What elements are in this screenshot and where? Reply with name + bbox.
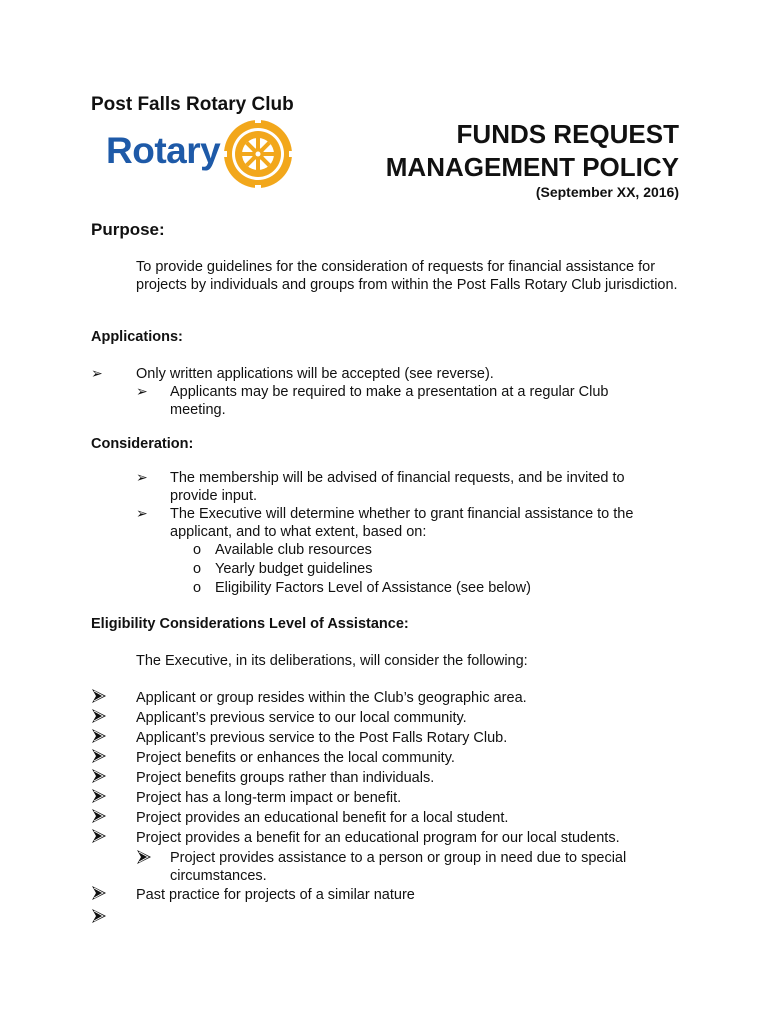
sub-bullet-icon: o xyxy=(193,580,202,596)
bullet-arrow-icon: ➢ xyxy=(136,505,148,521)
bullet-arrow-icon xyxy=(91,788,107,804)
logo-wordmark: Rotary xyxy=(106,130,221,171)
bullet-arrow-icon xyxy=(91,748,107,764)
purpose-text: To provide guidelines for the consideration of requests for financial assistance for projects by individuals and groups from within the Post Falls Rotary Club jurisdiction. xyxy=(136,259,678,293)
eligibility-item: Project provides an educational benefit for a local student. xyxy=(136,810,509,826)
eligibility-item: Applicant or group resides within the Club’s geographic area. xyxy=(136,690,527,706)
document-title xyxy=(386,118,679,184)
title-line-2: MANAGEMENT POLICY xyxy=(385,152,679,182)
consideration-sub-2: Yearly budget guidelines xyxy=(215,561,373,577)
eligibility-item: Project benefits groups rather than individuals. xyxy=(136,770,435,786)
eligibility-item: Applicant’s previous service to our local community. xyxy=(136,710,467,726)
bullet-arrow-icon xyxy=(91,885,107,901)
consideration-item-2-line-1: The Executive will determine whether to grant financial assistance to the xyxy=(170,506,634,522)
eligibility-item: Project has a long-term impact or benefit. xyxy=(136,790,402,806)
eligibility-intro: The Executive, in its deliberations, will consider the following: xyxy=(136,653,528,669)
sub-bullet-icon: o xyxy=(193,542,202,558)
bullet-arrow-icon xyxy=(91,708,107,724)
rotary-wheel-icon xyxy=(222,118,294,190)
bullet-arrow-icon: ➢ xyxy=(136,469,148,485)
eligibility-heading: Eligibility Considerations Level of Assistance: xyxy=(91,616,409,632)
eligibility-last-item: Past practice for projects of a similar nature xyxy=(136,887,415,903)
bullet-arrow-icon: ➢ xyxy=(91,365,103,381)
club-name: Post Falls Rotary Club xyxy=(91,94,294,115)
consideration-sub-3: Eligibility Factors Level of Assistance (see below) xyxy=(215,580,531,596)
bullet-arrow-icon xyxy=(136,849,152,865)
consideration-item-2-line-2: applicant, and to what extent, based on: xyxy=(170,524,427,540)
eligibility-indented-line-2: circumstances. xyxy=(170,868,267,884)
applications-item-1: Only written applications will be accepted (see reverse). xyxy=(136,366,494,382)
title-line-1: FUNDS REQUEST xyxy=(456,119,679,149)
document-date: (September XX, 2016) xyxy=(535,184,679,200)
consideration-sub-1: Available club resources xyxy=(215,542,372,558)
bullet-arrow-icon xyxy=(91,728,107,744)
purpose-heading: Purpose: xyxy=(91,220,165,239)
consideration-item-1-line-2: provide input. xyxy=(170,488,258,504)
applications-heading: Applications: xyxy=(91,329,183,345)
eligibility-item: Applicant’s previous service to the Post Falls Rotary Club. xyxy=(136,730,508,746)
bullet-arrow-icon xyxy=(91,768,107,784)
consideration-heading: Consideration: xyxy=(91,436,194,452)
applications-item-2-line-1: Applicants may be required to make a presentation at a regular Club xyxy=(170,384,609,400)
applications-item-2-line-2: meeting. xyxy=(170,402,226,418)
bullet-arrow-icon xyxy=(91,808,107,824)
bullet-arrow-icon xyxy=(91,908,107,924)
bullet-arrow-icon: ➢ xyxy=(136,383,148,399)
sub-bullet-icon: o xyxy=(193,561,202,577)
consideration-item-1-line-1: The membership will be advised of financial requests, and be invited to xyxy=(170,470,625,486)
eligibility-item: Project benefits or enhances the local community. xyxy=(136,750,455,766)
eligibility-item: Project provides a benefit for an educational program for our local students. xyxy=(136,830,620,846)
eligibility-indented-line-1: Project provides assistance to a person or group in need due to special xyxy=(170,850,627,866)
bullet-arrow-icon xyxy=(91,688,107,704)
bullet-arrow-icon xyxy=(91,828,107,844)
rotary-logo xyxy=(106,118,296,192)
